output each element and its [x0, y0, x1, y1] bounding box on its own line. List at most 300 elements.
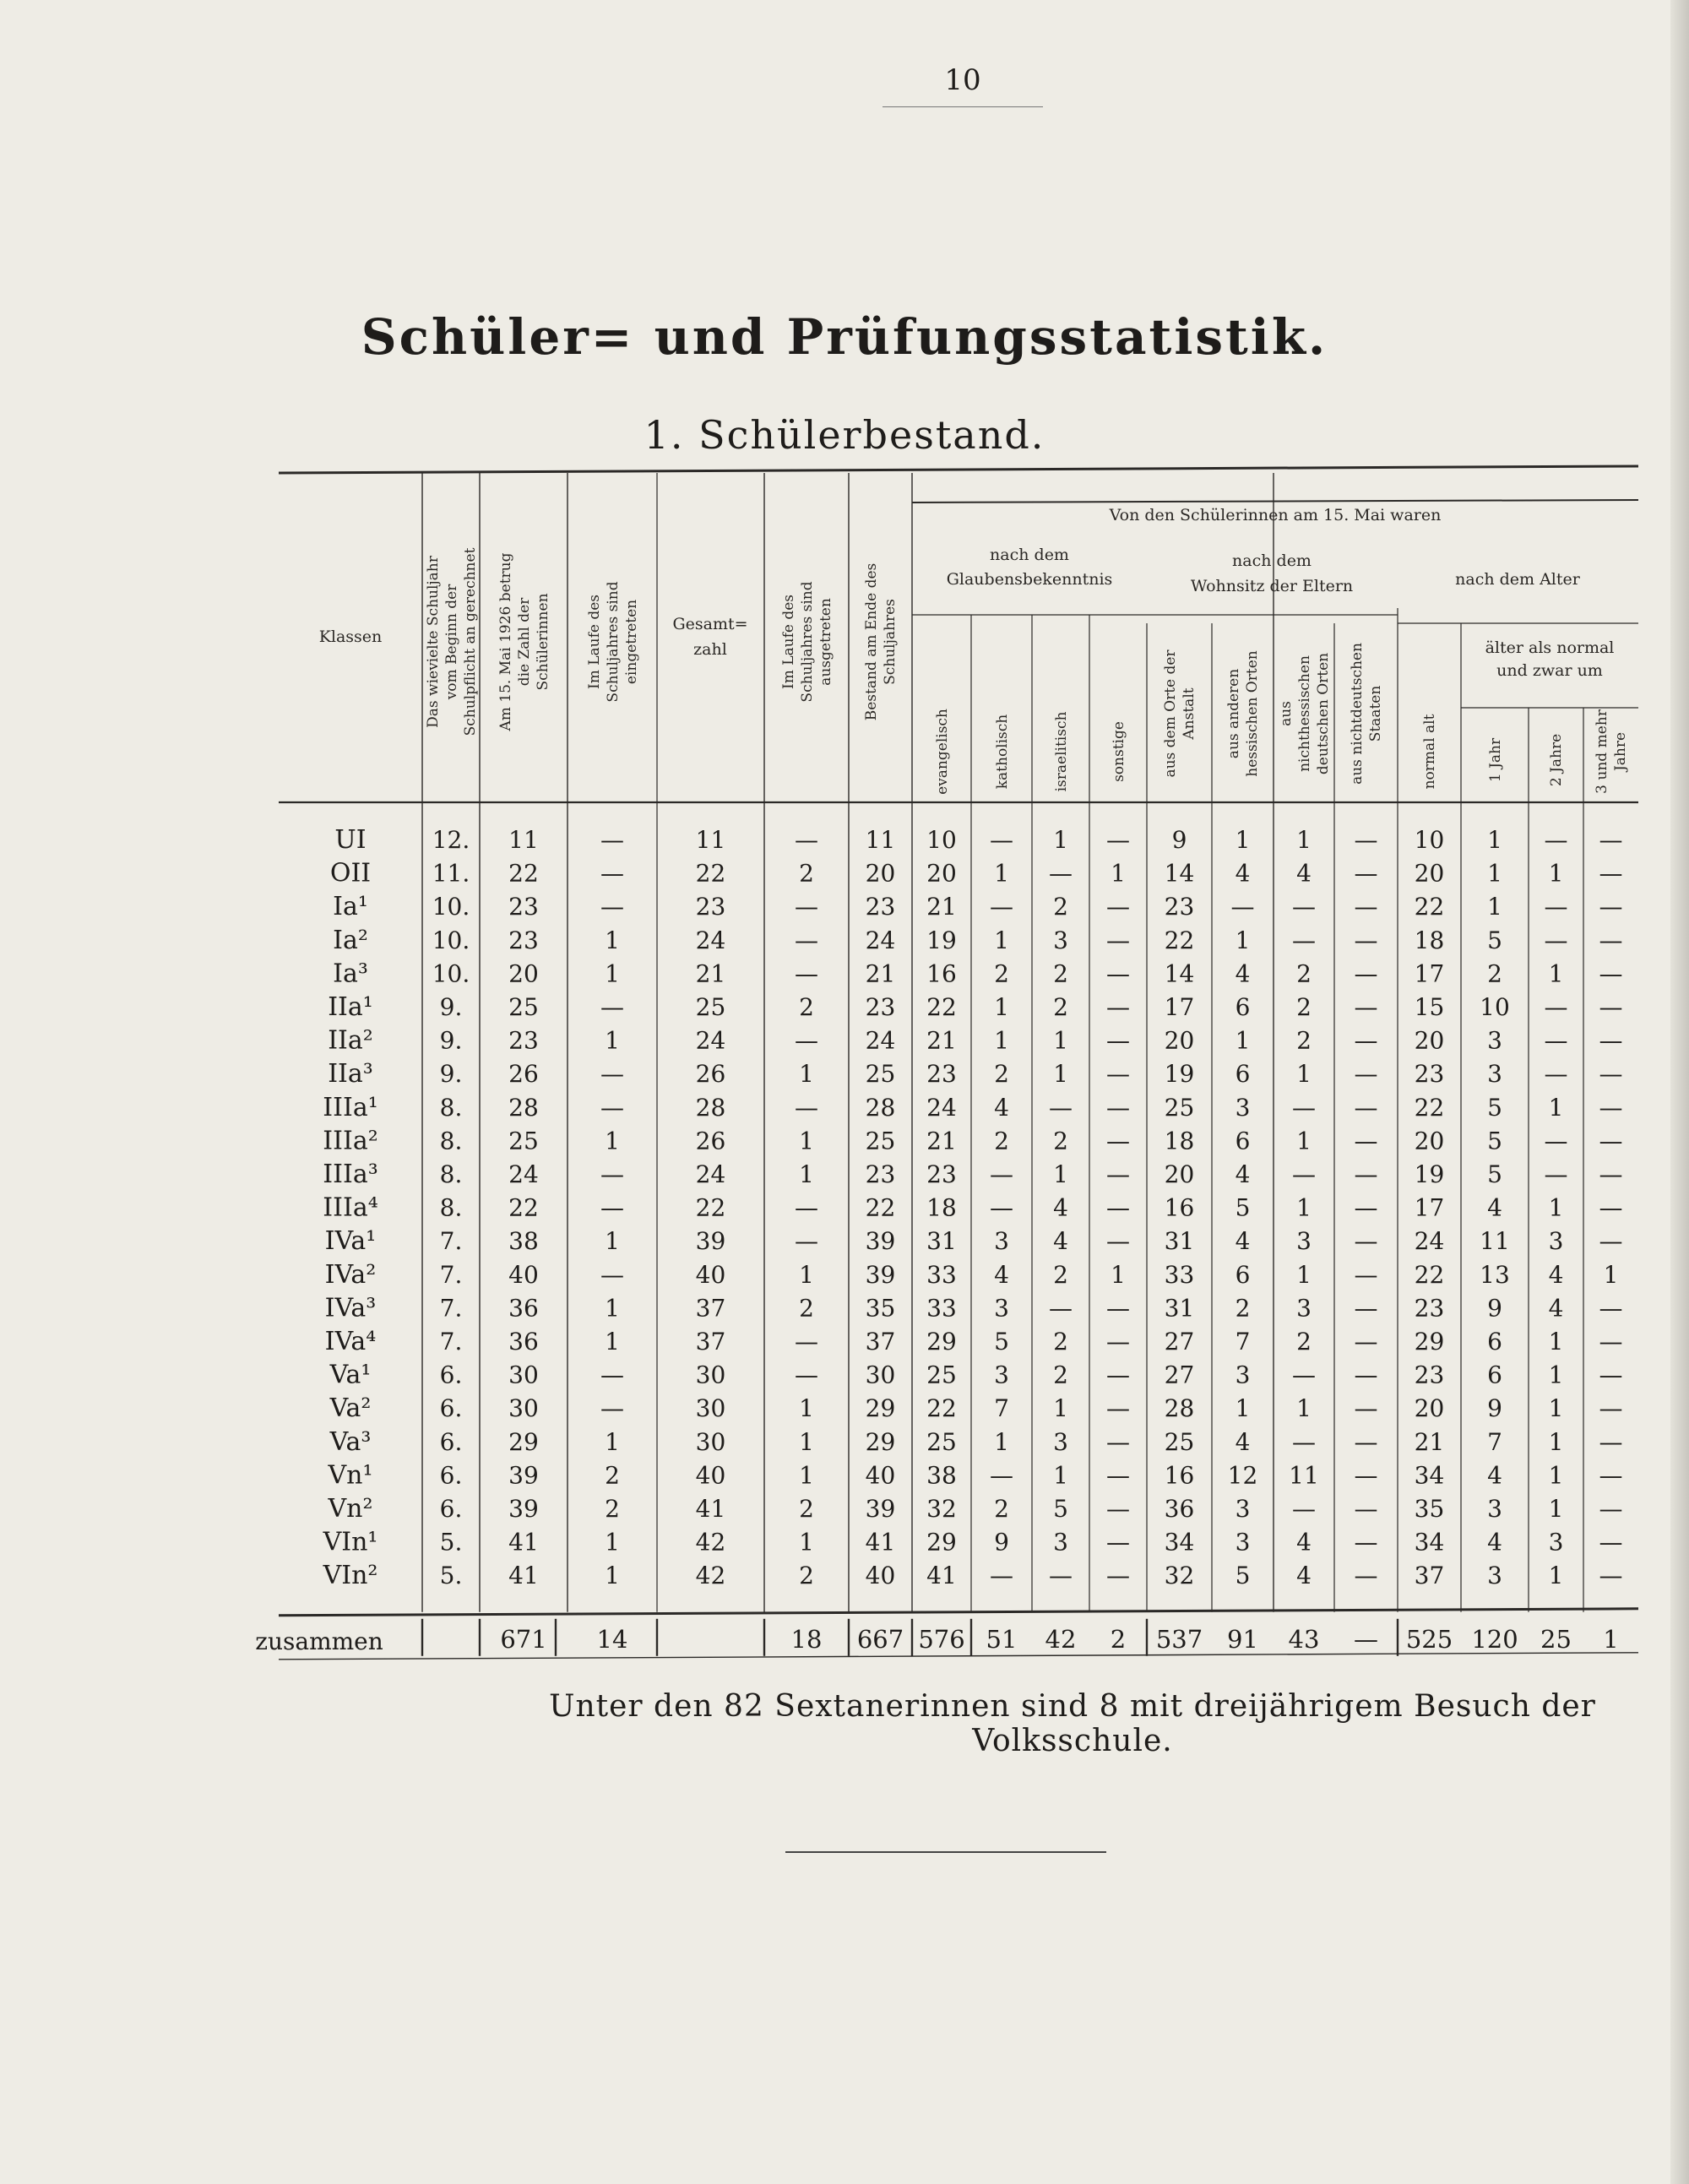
table-cell: 2	[994, 1495, 1009, 1523]
table-cell: 10	[1414, 826, 1445, 854]
table-cell: 25	[695, 993, 726, 1021]
table-cell: 23	[1164, 893, 1195, 921]
table-cell: 41	[508, 1562, 539, 1590]
table-cell: 1	[1548, 1461, 1564, 1490]
header-ausgetreten-line: Schuljahres sind	[799, 581, 816, 703]
table-cell: —	[1106, 1294, 1130, 1323]
table-cell: 10.	[432, 893, 470, 921]
table-cell: 6	[1235, 993, 1251, 1021]
table-cell: —	[1544, 826, 1568, 854]
group-rule-von-den	[912, 500, 1638, 503]
table-cell: 28	[865, 1093, 896, 1122]
header-3-jahre	[1594, 709, 1629, 794]
totals-cell: 525	[1405, 1624, 1453, 1654]
table-cell: —	[1354, 1528, 1378, 1557]
table-cell: —	[1599, 1427, 1623, 1456]
table-cell: —	[1599, 1394, 1623, 1423]
header-nichtdeutsch	[1349, 643, 1384, 785]
table-cell: —	[1292, 1427, 1316, 1456]
table-cell: 11	[1480, 1227, 1510, 1256]
table-cell: 1	[799, 1127, 814, 1155]
header-1-jahr-line: 1 Jahr	[1487, 737, 1504, 783]
table-cell: 25	[926, 1427, 957, 1456]
class-name: IVa²	[324, 1259, 377, 1290]
table-cell: —	[1106, 1427, 1130, 1456]
table-cell: 2	[1053, 959, 1068, 988]
table-cell: 28	[1164, 1394, 1195, 1423]
totals-cell: 1	[1603, 1624, 1619, 1654]
table-cell: 4	[1548, 1260, 1564, 1289]
table-cell: 20	[1414, 1127, 1445, 1155]
table-cell: —	[990, 1461, 1013, 1490]
table-cell: 1	[1053, 826, 1068, 854]
table-cell: —	[1599, 859, 1623, 888]
table-cell: 1	[1548, 959, 1564, 988]
table-cell: 3	[1235, 1361, 1251, 1389]
table-cell: 27	[1164, 1361, 1195, 1389]
table-cell: 1	[1053, 1394, 1068, 1423]
table-cell: 3	[994, 1294, 1009, 1323]
table-cell: —	[1106, 1562, 1130, 1590]
table-cell: 36	[508, 1328, 539, 1355]
table-cell: 2	[799, 993, 814, 1021]
table-cell: 26	[695, 1060, 726, 1089]
header-eingetreten-line: Im Laufe des	[586, 594, 603, 690]
class-name: Va¹	[329, 1360, 372, 1390]
header-katholisch-line: katholisch	[994, 714, 1011, 790]
class-name: UI	[334, 825, 367, 855]
table-cell: 6.	[439, 1361, 463, 1389]
table-cell: 20	[865, 859, 896, 888]
table-cell: —	[600, 1260, 624, 1289]
table-cell: 10	[1480, 993, 1510, 1021]
table-cell: 29	[926, 1528, 957, 1557]
table-cell: 38	[926, 1461, 957, 1490]
totals-cell: 576	[918, 1624, 965, 1654]
table-cell: 19	[1164, 1060, 1195, 1089]
totals-cell: 18	[790, 1624, 823, 1654]
table-cell: 2	[1296, 1328, 1312, 1355]
header-schuljahr-line: Das wievielte Schuljahr	[425, 556, 442, 728]
table-cell: 29	[1414, 1328, 1445, 1355]
table-cell: 23	[926, 1160, 957, 1188]
table-cell: 8.	[439, 1093, 463, 1122]
header-ort	[1162, 649, 1198, 778]
table-cell: 21	[1414, 1427, 1445, 1456]
table-cell: 25	[1164, 1093, 1195, 1122]
table-cell: 6	[1487, 1361, 1502, 1389]
table-cell: —	[1049, 1093, 1073, 1122]
table-cell: —	[795, 893, 818, 921]
table-cell: 6	[1487, 1328, 1502, 1355]
table-cell: 1	[1487, 859, 1502, 888]
table-cell: 10	[926, 826, 957, 854]
table-cell: 32	[1164, 1562, 1195, 1590]
table-cell: 2	[1053, 1127, 1068, 1155]
table-cell: 7	[994, 1394, 1009, 1423]
table-cell: 41	[695, 1495, 726, 1523]
table-cell: 1	[1548, 1328, 1564, 1355]
table-cell: 1	[1053, 1026, 1068, 1055]
header-nichthessisch-line: deutschen Orten	[1315, 652, 1332, 775]
table-cell: 33	[1164, 1260, 1195, 1289]
table-cell: 3	[994, 1227, 1009, 1256]
table-cell: 9	[1487, 1394, 1502, 1423]
table-cell: 14	[1164, 859, 1195, 888]
table-cell: 5	[994, 1328, 1009, 1355]
table-cell: —	[1544, 1160, 1568, 1188]
header-3-jahre-line: 3 und mehr	[1594, 709, 1610, 794]
class-name: IVa⁴	[324, 1327, 377, 1356]
table-cell: 5	[1487, 926, 1502, 954]
table-cell: 3	[1487, 1562, 1502, 1590]
table-cell: —	[1354, 1093, 1378, 1122]
table-cell: —	[990, 826, 1013, 854]
table-cell: 5.	[439, 1562, 463, 1590]
table-cell: 1	[1296, 1260, 1312, 1289]
table-cell: —	[600, 1361, 624, 1389]
table-cell: 26	[695, 1127, 726, 1155]
table-cell: —	[1049, 1562, 1073, 1590]
table-cell: —	[1049, 1294, 1073, 1323]
table-cell: 11	[865, 826, 896, 854]
table-cell: 1	[994, 1427, 1009, 1456]
table-cell: 2	[994, 959, 1009, 988]
table-cell: 9.	[439, 1060, 463, 1089]
header-2-jahre	[1548, 734, 1565, 786]
table-cell: 2	[1296, 959, 1312, 988]
table-cell: —	[1544, 993, 1568, 1021]
table-cell: 5	[1235, 1193, 1251, 1222]
table-cell: 7.	[439, 1294, 463, 1323]
totals-cell: 25	[1540, 1624, 1572, 1654]
table-cell: 1	[799, 1461, 814, 1490]
table-cell: 2	[799, 1495, 814, 1523]
table-cell: —	[1599, 1495, 1623, 1523]
table-cell: 30	[508, 1394, 539, 1423]
table-cell: 20	[1414, 859, 1445, 888]
table-cell: 9	[1487, 1294, 1502, 1323]
table-cell: 41	[865, 1528, 896, 1557]
class-name: IIa³	[328, 1059, 373, 1089]
table-cell: 37	[1414, 1562, 1445, 1590]
table-cell: 9	[1171, 826, 1187, 854]
header-gesamtzahl: Gesamt=	[672, 615, 748, 633]
table-cell: 25	[508, 993, 539, 1021]
table-cell: 4	[1487, 1461, 1502, 1490]
table-cell: —	[1106, 1361, 1130, 1389]
header-ort-line: Anstalt	[1181, 687, 1198, 740]
table-cell: —	[1106, 1193, 1130, 1222]
table-cell: 22	[1164, 926, 1195, 954]
table-cell: 19	[1414, 1160, 1445, 1188]
table-cell: —	[1354, 1294, 1378, 1323]
table-cell: —	[795, 1361, 818, 1389]
table-cell: —	[600, 1193, 624, 1222]
table-cell: —	[1354, 1026, 1378, 1055]
class-name: Ia³	[333, 959, 368, 989]
table-cell: 11	[1289, 1461, 1319, 1490]
table-cell: 1	[1548, 1562, 1564, 1590]
table-cell: —	[1292, 926, 1316, 954]
table-cell: 1	[1603, 1260, 1619, 1289]
table-cell: 1	[1548, 1394, 1564, 1423]
table-cell: —	[1599, 926, 1623, 954]
table-cell: 29	[926, 1328, 957, 1355]
table-cell: —	[1354, 1361, 1378, 1389]
table-cell: 31	[1164, 1227, 1195, 1256]
table-cell: —	[1599, 1528, 1623, 1557]
table-cell: —	[1599, 1361, 1623, 1389]
table-cell: 23	[865, 893, 896, 921]
table-cell: 13	[1480, 1260, 1510, 1289]
table-cell: —	[1544, 893, 1568, 921]
table-cell: —	[795, 1193, 818, 1222]
table-cell: 30	[865, 1361, 896, 1389]
totals-cell: 120	[1471, 1624, 1518, 1654]
table-cell: 4	[994, 1093, 1009, 1122]
table-cell: 3	[1235, 1528, 1251, 1557]
table-cell: 4	[1235, 1427, 1251, 1456]
page-title: Schüler= und Prüfungsstatistik.	[361, 308, 1328, 366]
table-cell: 25	[508, 1127, 539, 1155]
table-cell: 31	[926, 1227, 957, 1256]
table-cell: 39	[508, 1461, 539, 1490]
table-cell: 7	[1235, 1328, 1251, 1355]
table-cell: 8.	[439, 1127, 463, 1155]
table-cell: —	[600, 893, 624, 921]
totals-cell: 91	[1227, 1624, 1258, 1654]
table-cell: 10.	[432, 926, 470, 954]
class-name: IIa¹	[328, 992, 373, 1022]
table-cell: 17	[1164, 993, 1195, 1021]
table-cell: 33	[926, 1294, 957, 1323]
table-cell: 3	[1487, 1060, 1502, 1089]
table-cell: 1	[1111, 1260, 1126, 1289]
class-name: Vn²	[328, 1494, 373, 1524]
table-cell: —	[1599, 1193, 1623, 1222]
table-cell: 3	[1296, 1227, 1312, 1256]
header-wohnsitz: nach dem	[1232, 551, 1312, 570]
table-cell: 24	[695, 1026, 726, 1055]
table-cell: —	[1544, 1060, 1568, 1089]
table-cell: —	[1354, 893, 1378, 921]
header-zahl-15-mai-line: die Zahl der	[516, 597, 533, 687]
table-cell: 4	[1296, 1528, 1312, 1557]
table-cell: —	[1599, 1160, 1623, 1188]
header-hessisch	[1225, 650, 1261, 776]
table-cell: —	[1106, 1227, 1130, 1256]
table-cell: 30	[695, 1394, 726, 1423]
table-cell: 2	[1053, 1260, 1068, 1289]
header-alter: nach dem Alter	[1455, 570, 1580, 589]
table-cell: 4	[994, 1260, 1009, 1289]
table-cell: 15	[1414, 993, 1445, 1021]
table-cell: 29	[865, 1394, 896, 1423]
table-cell: 38	[508, 1227, 539, 1256]
totals-cell: 2	[1110, 1624, 1127, 1654]
header-nichthessisch-line: aus	[1278, 701, 1295, 726]
table-cell: 30	[695, 1361, 726, 1389]
table-cell: 4	[1053, 1193, 1068, 1222]
table-top-rule	[279, 466, 1638, 473]
table-cell: 30	[695, 1427, 726, 1456]
table-cell: 2	[605, 1461, 620, 1490]
table-cell: 33	[926, 1260, 957, 1289]
table-cell: —	[1354, 1060, 1378, 1089]
table-cell: 23	[865, 993, 896, 1021]
table-cell: —	[1106, 1394, 1130, 1423]
totals-cell: 537	[1155, 1624, 1203, 1654]
table-cell: 2	[1296, 1026, 1312, 1055]
table-cell: 20	[508, 959, 539, 988]
header-zahl-15-mai-line: Am 15. Mai 1926 betrug	[497, 552, 514, 731]
table-cell: 22	[508, 859, 539, 888]
page-edge-shadow	[1670, 0, 1689, 2184]
table-cell: 18	[1164, 1127, 1195, 1155]
table-cell: 3	[1235, 1093, 1251, 1122]
table-cell: 6.	[439, 1495, 463, 1523]
table-cell: 42	[695, 1528, 726, 1557]
header-3-jahre-line: Jahre	[1612, 731, 1629, 772]
table-cell: 2	[1053, 1328, 1068, 1355]
header-schuljahr-line: vom Beginn der	[443, 584, 460, 700]
table-cell: 1	[799, 1394, 814, 1423]
table-cell: 25	[926, 1361, 957, 1389]
table-cell: 3	[1053, 1427, 1068, 1456]
header-evangelisch	[934, 709, 951, 795]
table-cell: 23	[865, 1160, 896, 1188]
class-name: IIIa¹	[323, 1092, 378, 1122]
table-cell: —	[1292, 1361, 1316, 1389]
table-cell: 5	[1053, 1495, 1068, 1523]
table-cell: —	[1599, 1461, 1623, 1490]
table-cell: 2	[799, 1562, 814, 1590]
table-cell: 1	[605, 1026, 620, 1055]
table-cell: 3	[1296, 1294, 1312, 1323]
table-cell: 2	[1053, 993, 1068, 1021]
table-cell: 3	[1053, 926, 1068, 954]
table-cell: 1	[994, 926, 1009, 954]
table-cell: 1	[994, 1026, 1009, 1055]
table-cell: 1	[799, 1528, 814, 1557]
table-cell: —	[1354, 1562, 1378, 1590]
table-cell: 40	[865, 1562, 896, 1590]
table-cell: 25	[1164, 1427, 1195, 1456]
header-wohnsitz-2: Wohnsitz der Eltern	[1190, 577, 1354, 595]
table-cell: 28	[508, 1093, 539, 1122]
table-cell: 23	[508, 1026, 539, 1055]
table-cell: 18	[1414, 926, 1445, 954]
table-cell: 29	[508, 1427, 539, 1456]
totals-cell: 51	[986, 1624, 1018, 1654]
table-cell: 26	[508, 1060, 539, 1089]
header-ausgetreten	[780, 581, 834, 702]
table-cell: —	[1354, 1127, 1378, 1155]
table-cell: 6	[1235, 1260, 1251, 1289]
table-cell: 1	[1296, 1394, 1312, 1423]
table-cell: 1	[994, 993, 1009, 1021]
table-cell: 2	[994, 1060, 1009, 1089]
table-cell: 22	[1414, 893, 1445, 921]
table-cell: 1	[1235, 826, 1251, 854]
table-cell: 24	[695, 926, 726, 954]
table-cell: —	[990, 1160, 1013, 1188]
table-cell: 4	[1235, 1227, 1251, 1256]
table-cell: 21	[926, 1127, 957, 1155]
table-cell: 1	[605, 1127, 620, 1155]
table-cell: 4	[1296, 1562, 1312, 1590]
table-cell: 25	[865, 1060, 896, 1089]
table-cell: —	[795, 1227, 818, 1256]
header-bestand-ende	[863, 563, 899, 721]
header-nichthessisch-line: nichthessischen	[1296, 655, 1313, 772]
table-cell: —	[1106, 1160, 1130, 1188]
table-cell: —	[1292, 893, 1316, 921]
table-cell: 22	[695, 1193, 726, 1222]
table-cell: 4	[1235, 959, 1251, 988]
table-cell: 3	[1548, 1528, 1564, 1557]
class-name: OII	[329, 858, 372, 888]
table-cell: 1	[605, 1227, 620, 1256]
table-cell: 2	[605, 1495, 620, 1523]
table-cell: 1	[1548, 859, 1564, 888]
table-cell: —	[1106, 1060, 1130, 1089]
table-cell: —	[1354, 1427, 1378, 1456]
header-ausgetreten-line: Im Laufe des	[780, 594, 797, 690]
table-cell: 1	[605, 959, 620, 988]
header-normal	[1421, 714, 1438, 789]
table-cell: 37	[695, 1328, 726, 1355]
table-cell: 4	[1487, 1193, 1502, 1222]
table-cell: —	[1354, 1260, 1378, 1289]
table-cell: 12.	[432, 826, 470, 854]
table-cell: —	[1354, 1461, 1378, 1490]
table-cell: —	[1106, 1461, 1130, 1490]
table-cell: 21	[695, 959, 726, 988]
totals-cell: 42	[1045, 1624, 1077, 1654]
table-cell: 16	[926, 959, 957, 988]
header-eingetreten	[586, 581, 640, 702]
table-cell: 1	[1053, 1060, 1068, 1089]
table-cell: 25	[865, 1127, 896, 1155]
table-cell: 2	[1296, 993, 1312, 1021]
table-cell: 6.	[439, 1461, 463, 1490]
header-hessisch-line: aus anderen	[1225, 668, 1242, 759]
table-cell: 37	[695, 1294, 726, 1323]
table-cell: 40	[695, 1260, 726, 1289]
table-cell: 1	[1548, 1495, 1564, 1523]
table-cell: 1	[1548, 1361, 1564, 1389]
table-cell: —	[1106, 826, 1130, 854]
table-cell: 3	[1053, 1528, 1068, 1557]
table-cell: 1	[1548, 1427, 1564, 1456]
totals-label: zusammen	[255, 1627, 383, 1655]
table-cell: 9.	[439, 993, 463, 1021]
table-cell: 1	[1111, 859, 1126, 888]
class-name: Va³	[329, 1426, 372, 1457]
table-cell: —	[795, 826, 818, 854]
table-cell: 22	[926, 993, 957, 1021]
header-eingetreten-line: eingetreten	[623, 599, 640, 685]
header-nichthessisch	[1278, 653, 1332, 774]
table-cell: 23	[508, 893, 539, 921]
header-ausgetreten-line: ausgetreten	[817, 598, 834, 686]
table-cell: 12	[1227, 1461, 1258, 1490]
table-cell: 16	[1164, 1193, 1195, 1222]
table-cell: 1	[799, 1427, 814, 1456]
table-cell: —	[1599, 1294, 1623, 1323]
